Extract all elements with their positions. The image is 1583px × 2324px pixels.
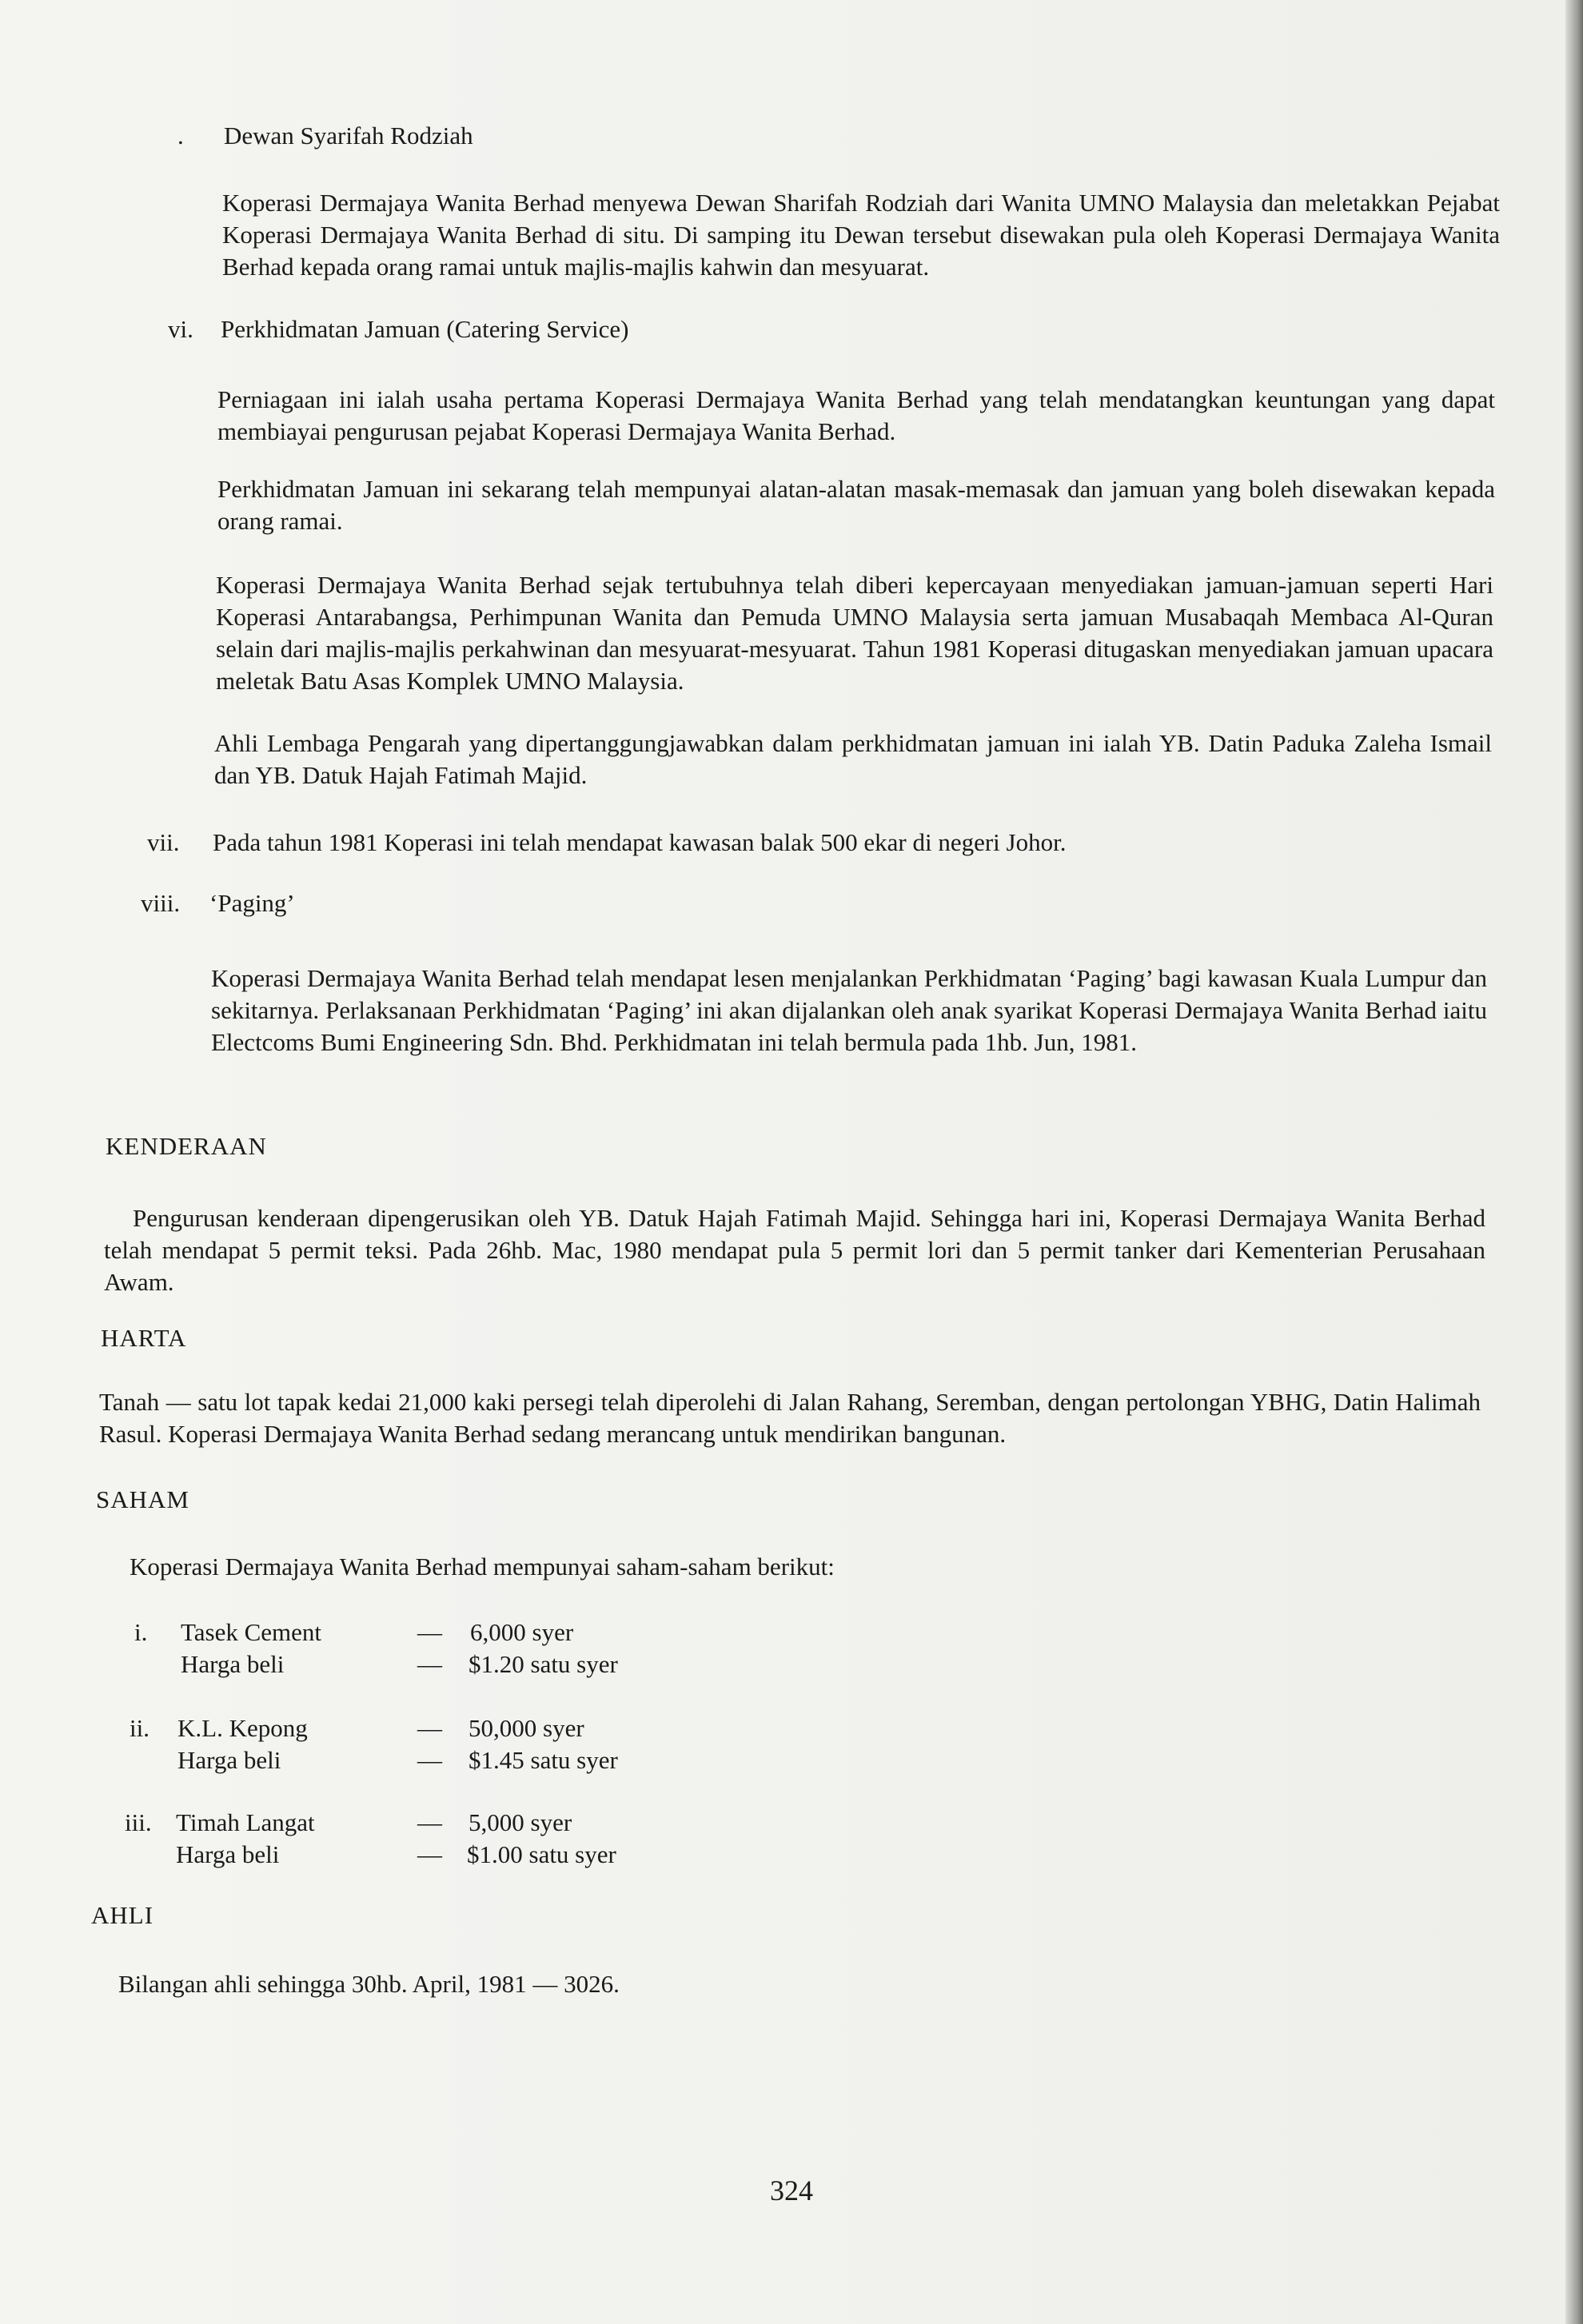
share-price-label: Harga beli [181,1650,285,1678]
share-dash: — [417,1840,442,1868]
share-item [0,1616,1583,1680]
share-marker: i. [134,1618,148,1646]
section-viii-paragraph: Koperasi Dermajaya Wanita Berhad telah mendapat lesen menjalankan Perkhidmatan ‘Paging’ bagi kawasan Kuala Lumpur dan sekitarnya. Perlaksanaan Perkhidmatan ‘Paging’ ini akan dijalankan oleh anak syarikat Koperasi Dermajaya Wanita Berhad iaitu Electcoms Bumi Engineering Sdn. Bhd. Perkhidmatan ini telah bermula pada 1hb. Jun, 1981. [211,964,1487,1056]
page-edge-shadow [1565,0,1583,2324]
section-vi-paragraph-2: Perkhidmatan Jamuan ini sekarang telah mempunyai alatan-alatan masak-memasak dan jamuan yang boleh disewakan kepada orang ramai. [217,475,1495,535]
share-name: K.L. Kepong [177,1714,308,1742]
share-dash: — [417,1808,442,1836]
kenderaan-heading: KENDERAAN [106,1132,267,1160]
share-marker: iii. [125,1808,152,1836]
harta-heading: HARTA [101,1324,187,1352]
ahli-text: Bilangan ahli sehingga 30hb. April, 1981 — 3026. [118,1970,620,1998]
share-dash: — [417,1650,442,1678]
section-viii-marker: viii. [141,889,181,917]
share-quantity: 6,000 syer [470,1618,574,1646]
share-item [0,1712,1583,1776]
share-item [0,1807,1583,1871]
share-dash: — [417,1618,442,1646]
page-number: 324 [770,2175,813,2206]
share-price-label: Harga beli [177,1746,281,1774]
share-name: Timah Langat [176,1808,315,1836]
share-marker: ii. [130,1714,150,1742]
section-v-marker: . [177,122,184,149]
share-quantity: 50,000 syer [469,1714,584,1742]
section-vii-text: Pada tahun 1981 Koperasi ini telah mendapat kawasan balak 500 ekar di negeri Johor. [213,828,1067,856]
share-price: $1.45 satu syer [469,1746,618,1774]
section-vi-paragraph-1: Perniagaan ini ialah usaha pertama Koperasi Dermajaya Wanita Berhad yang telah mendatangkan keuntungan yang dapat membiayai pengurusan pejabat Koperasi Dermajaya Wanita Berhad. [217,385,1495,445]
section-vi-paragraph-3: Koperasi Dermajaya Wanita Berhad sejak tertubuhnya telah diberi kepercayaan menyediakan jamuan-jamuan seperti Hari Koperasi Antarabangsa, Perhimpunan Wanita dan Pemuda UMNO Malaysia serta jamuan Musabaqah Membaca Al-Quran selain dari majlis-majlis perkahwinan dan mesyuarat-mesyuarat. Tahun 1981 Koperasi ditugaskan menyediakan jamuan upacara meletak Batu Asas Komplek UMNO Malaysia. [216,571,1493,695]
section-vi-title: Perkhidmatan Jamuan (Catering Service) [221,315,629,343]
share-price: $1.20 satu syer [469,1650,618,1678]
saham-heading: SAHAM [96,1485,189,1513]
section-vi-marker: vi. [168,315,193,343]
saham-intro: Koperasi Dermajaya Wanita Berhad mempunyai saham-saham berikut: [130,1553,835,1581]
share-dash: — [417,1714,442,1742]
kenderaan-paragraph: Pengurusan kenderaan dipengerusikan oleh YB. Datuk Hajah Fatimah Majid. Sehingga hari ini, Koperasi Dermajaya Wanita Berhad telah mendapat 5 permit teksi. Pada 26hb. Mac, 1980 mendapat pula 5 permit lori dan 5 permit tanker dari Kementerian Perusahaan Awam. [104,1204,1485,1296]
section-v-title: Dewan Syarifah Rodziah [224,122,473,149]
share-quantity: 5,000 syer [469,1808,572,1836]
section-vii-marker: vii. [147,828,180,856]
section-v-paragraph: Koperasi Dermajaya Wanita Berhad menyewa Dewan Sharifah Rodziah dari Wanita UMNO Malaysia dan meletakkan Pejabat Koperasi Dermajaya Wanita Berhad di situ. Di samping itu Dewan tersebut disewakan pula oleh Koperasi Dermajaya Wanita Berhad kepada orang ramai untuk majlis-majlis kahwin dan mesyuarat. [222,189,1500,281]
share-price: $1.00 satu syer [467,1840,616,1868]
share-dash: — [417,1746,442,1774]
share-name: Tasek Cement [181,1618,322,1646]
harta-paragraph: Tanah — satu lot tapak kedai 21,000 kaki persegi telah diperolehi di Jalan Rahang, Seremban, dengan pertolongan YBHG, Datin Halimah Rasul. Koperasi Dermajaya Wanita Berhad sedang merancang untuk mendirikan bangunan. [99,1388,1481,1448]
section-vi-paragraph-4: Ahli Lembaga Pengarah yang dipertanggungjawabkan dalam perkhidmatan jamuan ini ialah YB. Datin Paduka Zaleha Ismail dan YB. Datuk Hajah Fatimah Majid. [214,729,1492,789]
ahli-heading: AHLI [91,1901,154,1929]
section-viii-title: ‘Paging’ [209,889,295,917]
share-price-label: Harga beli [176,1840,280,1868]
